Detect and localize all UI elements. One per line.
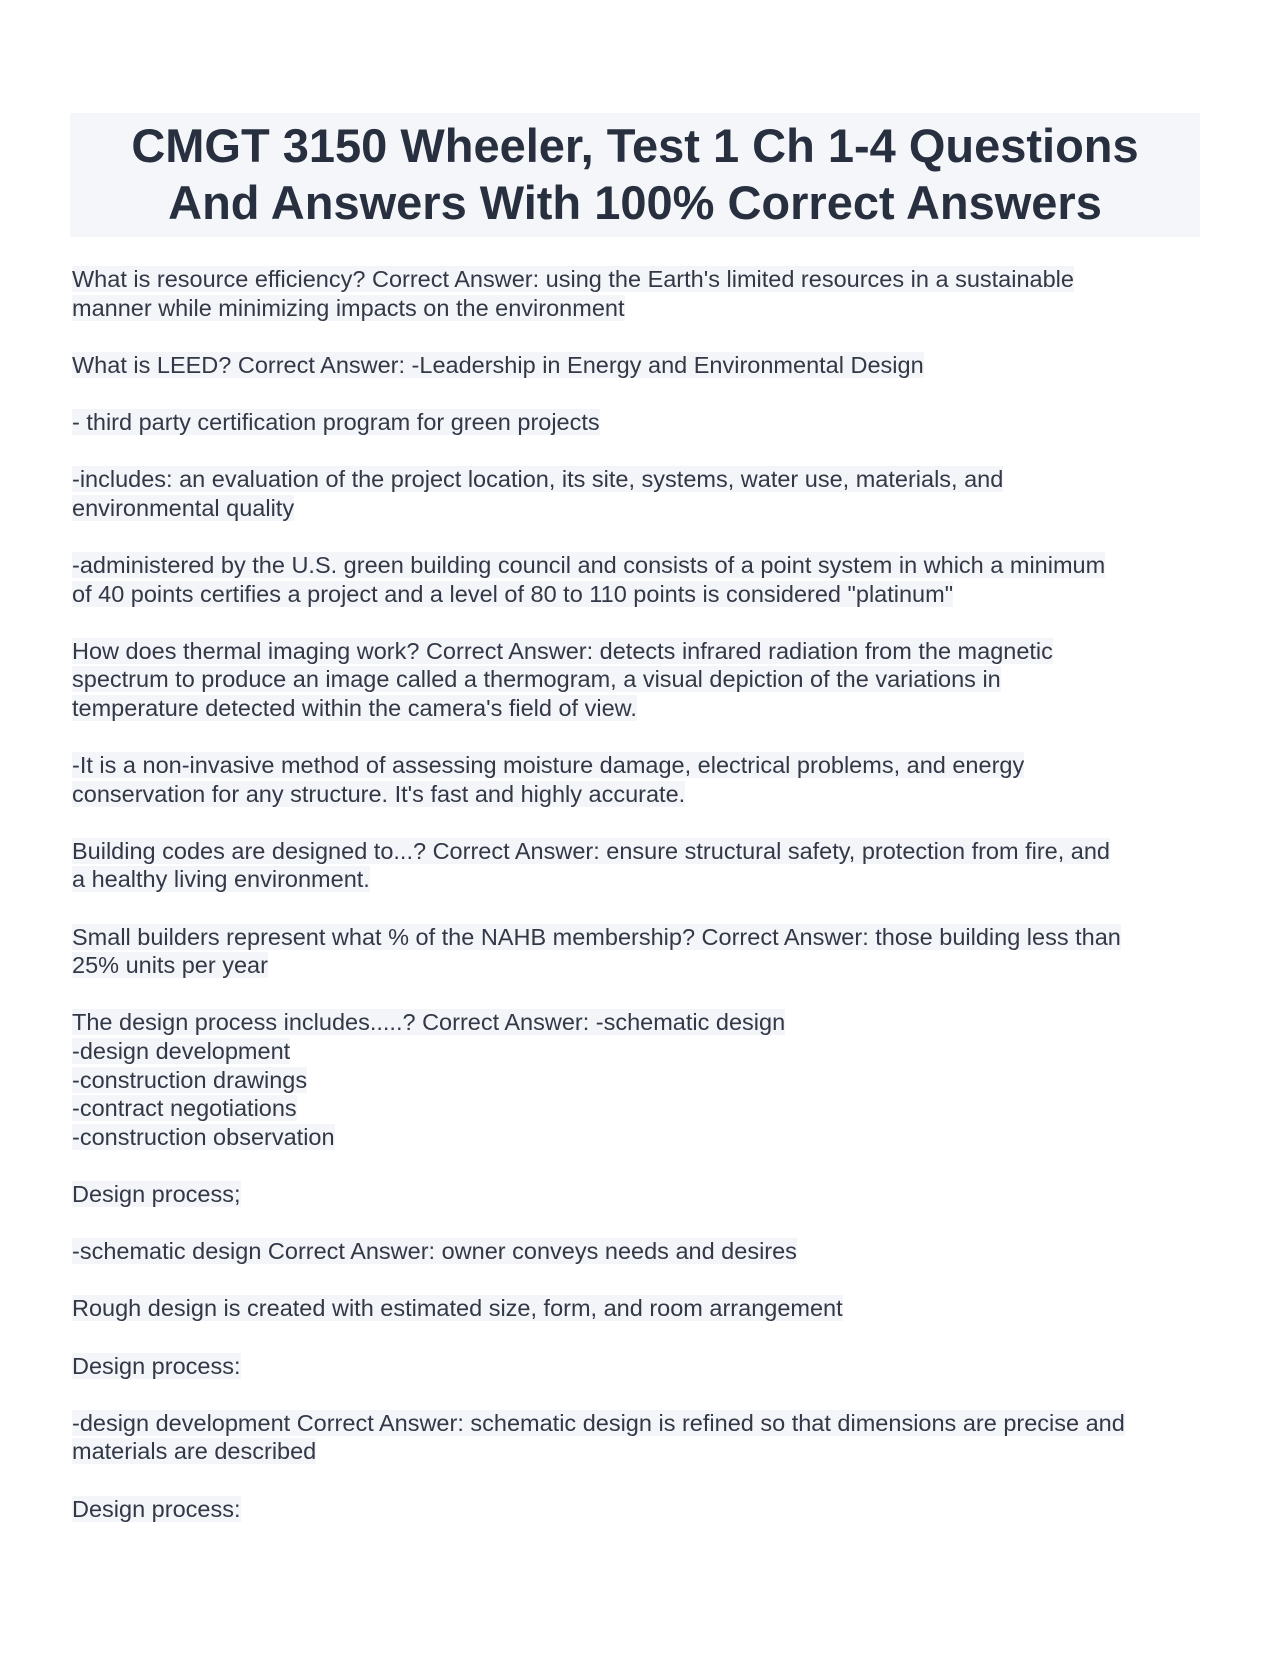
paragraph bbox=[72, 551, 1200, 608]
text-line-content: manner while minimizing impacts on the environment bbox=[72, 294, 625, 321]
text-line-content: Small builders represent what % of the NAHB membership? Correct Answer: those building less than bbox=[72, 923, 1121, 950]
text-line bbox=[72, 1495, 1200, 1524]
text-line-content: - third party certification program for green projects bbox=[72, 408, 600, 435]
text-line-content: Design process: bbox=[72, 1352, 241, 1379]
paragraph bbox=[72, 637, 1200, 723]
paragraph bbox=[72, 408, 1200, 437]
text-line-content: -construction observation bbox=[72, 1123, 335, 1150]
title-line-2: And Answers With 100% Correct Answers bbox=[168, 176, 1102, 229]
text-line bbox=[72, 1409, 1200, 1438]
text-line-content: materials are described bbox=[72, 1438, 317, 1465]
title-line-1: CMGT 3150 Wheeler, Test 1 Ch 1-4 Questions bbox=[131, 119, 1139, 172]
text-line bbox=[72, 694, 1200, 723]
text-line-content: -design development Correct Answer: schematic design is refined so that dimensions are precise and bbox=[72, 1409, 1125, 1436]
text-line-content: temperature detected within the camera's field of view. bbox=[72, 694, 637, 721]
text-line bbox=[72, 1037, 1200, 1066]
text-line bbox=[72, 865, 1200, 894]
text-line-content: -administered by the U.S. green building council and consists of a point system in which a minimum bbox=[72, 551, 1106, 578]
paragraph bbox=[72, 1237, 1200, 1266]
text-line-content: 25% units per year bbox=[72, 952, 268, 979]
paragraph bbox=[72, 351, 1200, 380]
text-line-content: What is LEED? Correct Answer: -Leadership in Energy and Environmental Design bbox=[72, 351, 924, 378]
text-line-content: -It is a non-invasive method of assessing moisture damage, electrical problems, and energy bbox=[72, 752, 1025, 779]
text-line bbox=[72, 1066, 1200, 1095]
text-line-content: What is resource efficiency? Correct Answer: using the Earth's limited resources in a sustainable bbox=[72, 266, 1074, 292]
text-line bbox=[72, 951, 1200, 980]
text-line bbox=[72, 294, 1200, 323]
text-line bbox=[72, 408, 1200, 437]
text-line bbox=[72, 1294, 1200, 1323]
paragraph bbox=[72, 1495, 1200, 1524]
text-line bbox=[72, 1094, 1200, 1123]
text-line bbox=[72, 780, 1200, 809]
text-line-content: Design process: bbox=[72, 1495, 241, 1522]
text-line bbox=[72, 1437, 1200, 1466]
paragraph bbox=[72, 1409, 1200, 1466]
text-line-content: a healthy living environment. bbox=[72, 866, 370, 893]
text-line bbox=[72, 665, 1200, 694]
text-line-content: -contract negotiations bbox=[72, 1095, 297, 1122]
text-line-content: spectrum to produce an image called a thermogram, a visual depiction of the variations in bbox=[72, 666, 1001, 693]
paragraph bbox=[72, 923, 1200, 980]
text-line-content: -schematic design Correct Answer: owner conveys needs and desires bbox=[72, 1238, 797, 1265]
page-title bbox=[70, 113, 1200, 237]
text-line bbox=[72, 265, 1200, 294]
document-body bbox=[70, 265, 1200, 1523]
text-line bbox=[72, 580, 1200, 609]
text-line bbox=[72, 751, 1200, 780]
text-line-content: Design process; bbox=[72, 1181, 241, 1207]
paragraph bbox=[72, 837, 1200, 894]
text-line-content: Building codes are designed to...? Correct Answer: ensure structural safety, protection from fire, and bbox=[72, 837, 1111, 864]
paragraph bbox=[72, 1180, 1200, 1209]
text-line-content: -includes: an evaluation of the project location, its site, systems, water use, materials, and bbox=[72, 466, 1004, 493]
text-line bbox=[72, 923, 1200, 952]
text-line bbox=[72, 1237, 1200, 1266]
text-line-content: -design development bbox=[72, 1038, 291, 1065]
document-page bbox=[70, 113, 1200, 1552]
text-line bbox=[72, 1352, 1200, 1381]
paragraph bbox=[72, 265, 1200, 322]
paragraph bbox=[72, 1008, 1200, 1151]
text-line bbox=[72, 637, 1200, 666]
text-line-content: -construction drawings bbox=[72, 1066, 308, 1093]
text-line-content: Rough design is created with estimated size, form, and room arrangement bbox=[72, 1295, 843, 1322]
paragraph bbox=[72, 751, 1200, 808]
text-line bbox=[72, 494, 1200, 523]
paragraph bbox=[72, 1352, 1200, 1381]
text-line bbox=[72, 465, 1200, 494]
text-line bbox=[72, 551, 1200, 580]
text-line-content: How does thermal imaging work? Correct Answer: detects infrared radiation from the magnetic bbox=[72, 637, 1053, 664]
text-line bbox=[72, 1123, 1200, 1152]
text-line-content: environmental quality bbox=[72, 494, 295, 521]
text-line-content: The design process includes.....? Correct Answer: -schematic design bbox=[72, 1009, 786, 1036]
text-line bbox=[72, 1008, 1200, 1037]
text-line bbox=[72, 1180, 1200, 1209]
text-line bbox=[72, 837, 1200, 866]
paragraph bbox=[72, 1294, 1200, 1323]
text-line bbox=[72, 351, 1200, 380]
text-line-content: of 40 points certifies a project and a level of 80 to 110 points is considered "platinum" bbox=[72, 580, 954, 607]
paragraph bbox=[72, 465, 1200, 522]
text-line-content: conservation for any structure. It's fast and highly accurate. bbox=[72, 780, 686, 807]
